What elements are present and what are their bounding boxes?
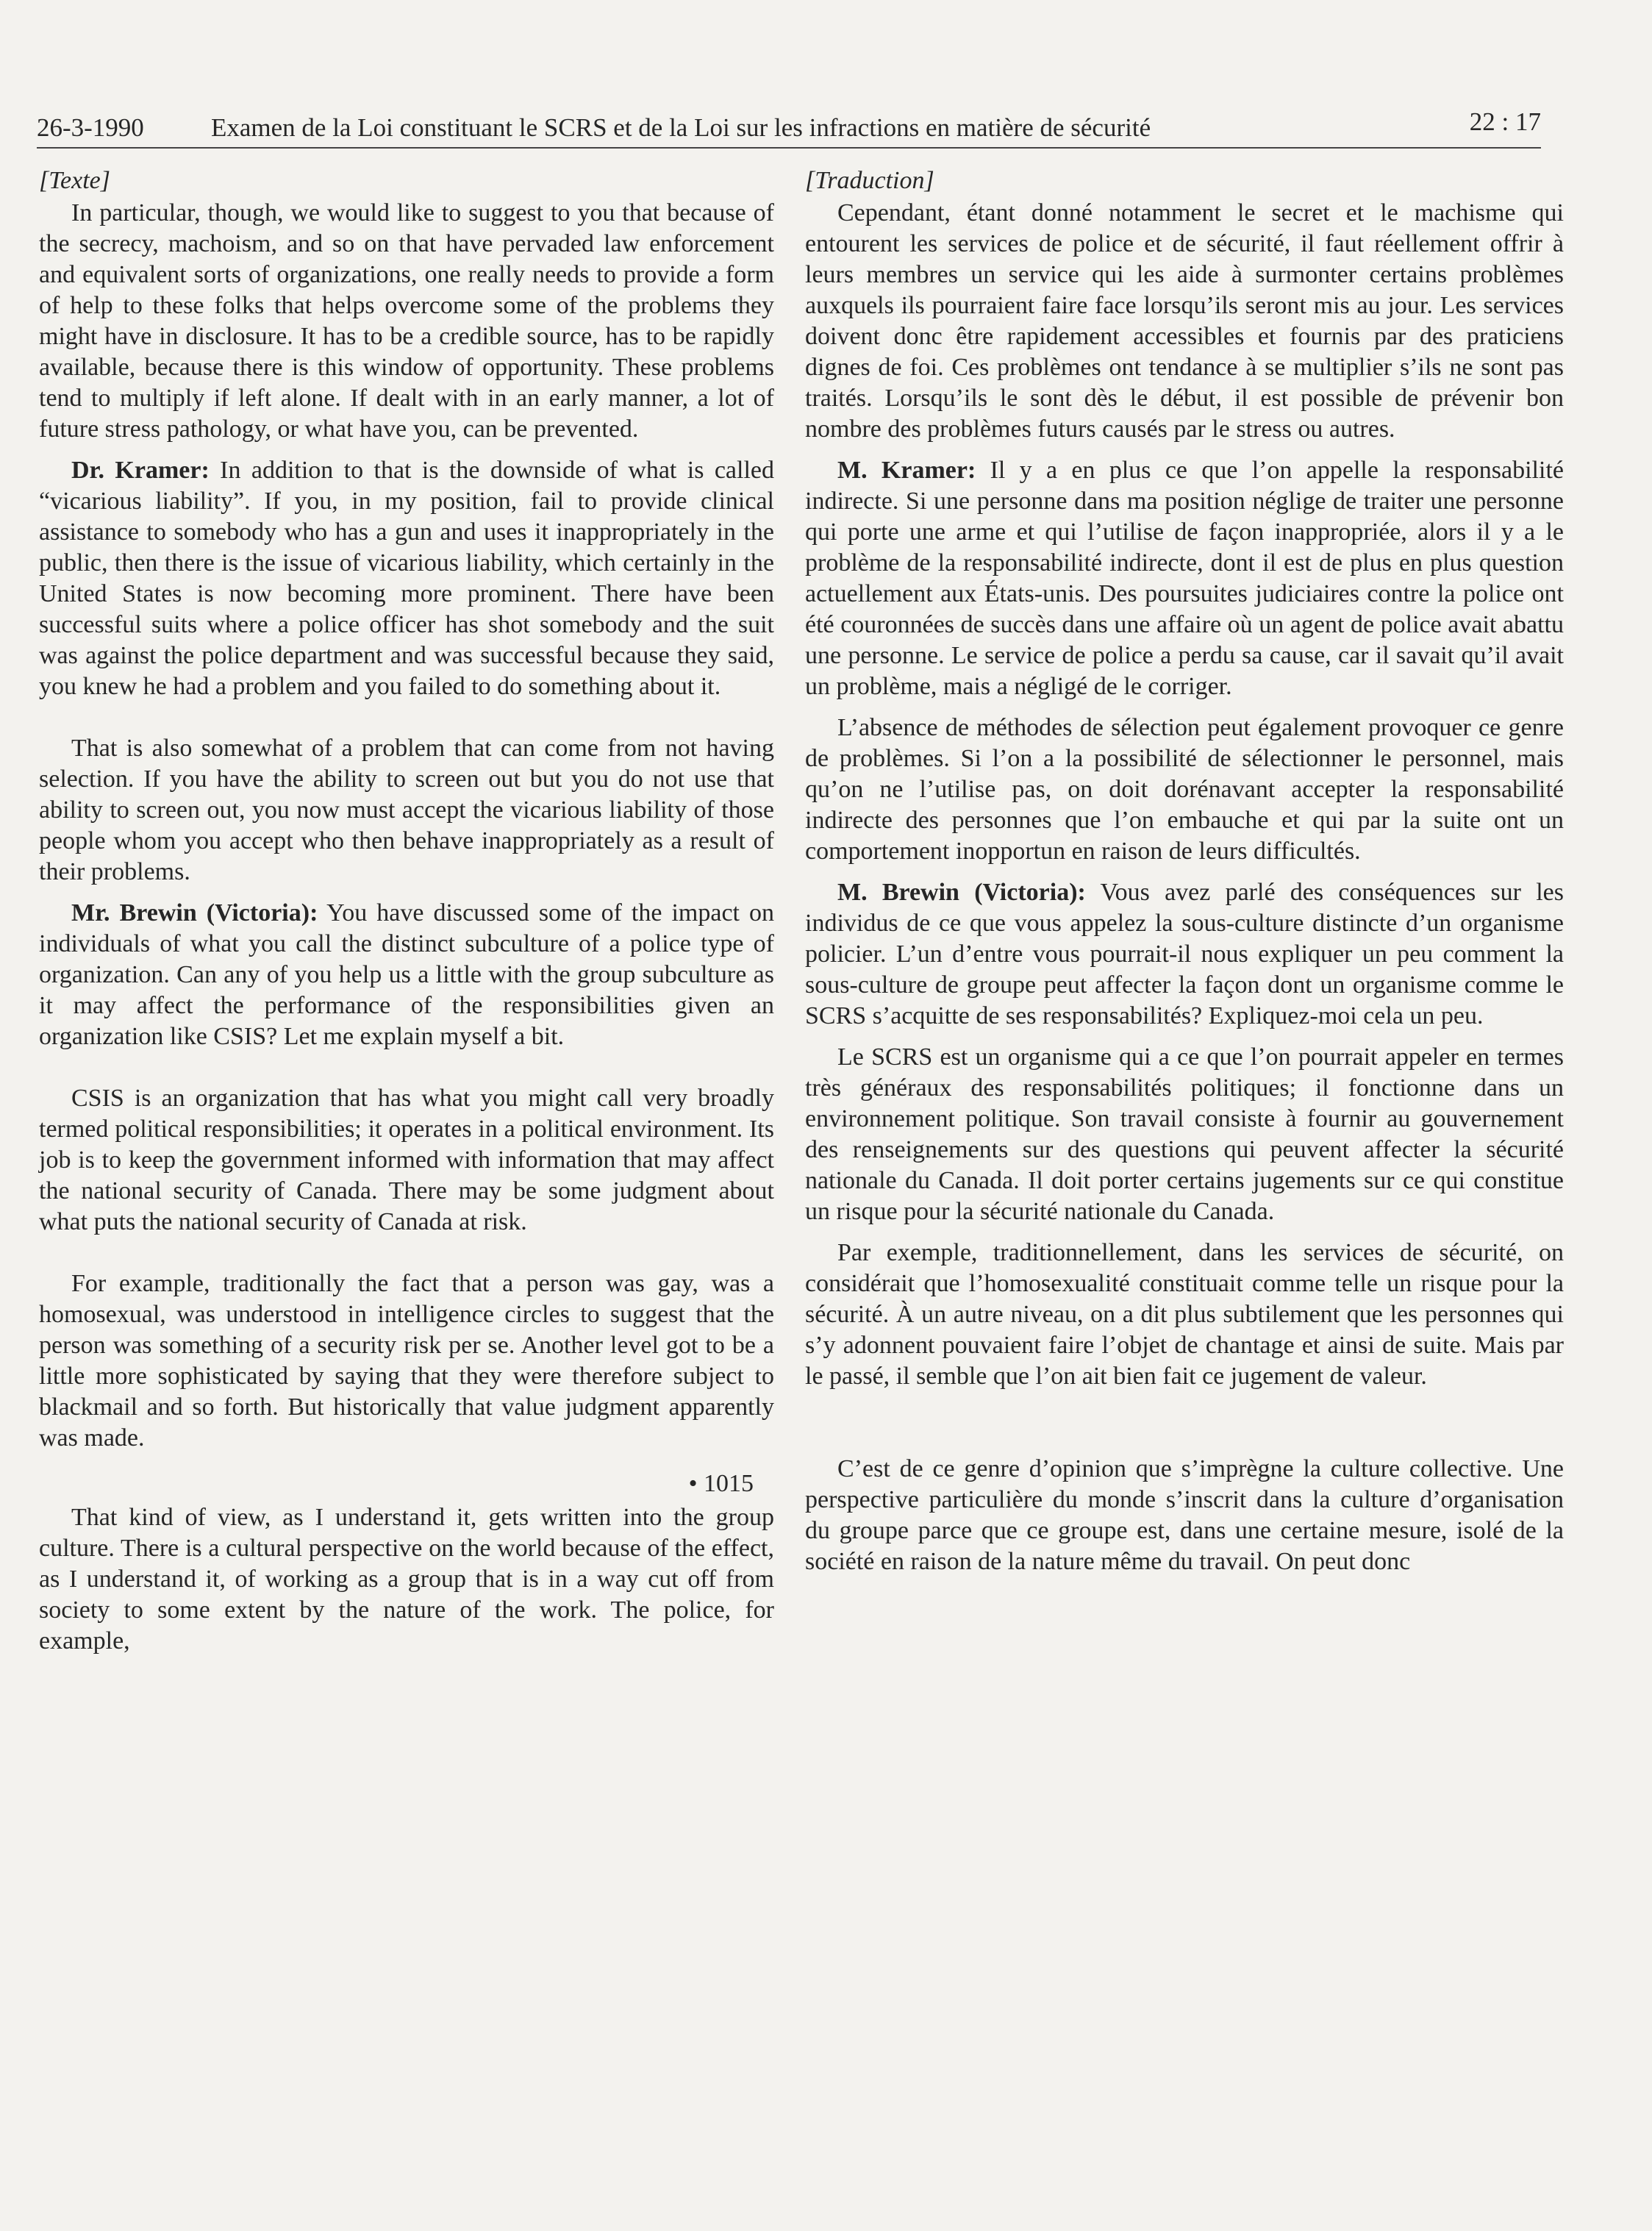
speaker-paragraph [805, 877, 1564, 1032]
speaker-text: In addition to that is the downside of what is called “vicarious liability”. If you, in my position, fail to provide clinical assistance to somebody who has a gun and uses it inappropriately in the public, then there is the issue of vicarious liability, which certainly in the United States is now becoming more prominent. There have been successful suits where a police officer has shot somebody and the suit was against the police department and was successful because they said, you knew he had a problem and you failed to do something about it. [39, 457, 774, 700]
paragraph: That kind of view, as I understand it, gets written into the group culture. There is a cultural perspective on the world because of the effect, as I understand it, of working as a group that is in a way cut off from society to some extent by the nature of the work. The police, for example, [39, 1504, 774, 1654]
paragraph: That is also somewhat of a problem that can come from not having selection. If you have the ability to screen out but you do not use that ability to screen out, you now must accept the vicarious liability of those people whom you accept who then behave inappropriately as a result of their problems. [39, 735, 774, 885]
speaker-text: Vous avez parlé des conséquences sur les individus de ce que vous appelez la sous-culture distincte d’un organisme policier. L’un d’entre vous pourrait-il nous expliquer un peu comment la sous-culture de groupe peut affecter la façon dont un organisme comme le SCRS s’acquitte de ses responsabilités? Expliquez-moi cela un peu. [805, 879, 1564, 1029]
speaker-text: You have discussed some of the impact on individuals of what you call the distinct subculture of a police type of organization. Can any of you help us a little with the group subculture as it may affect the performance of the responsibilities given an organization like CSIS? Let me explain myself a bit. [39, 899, 774, 1050]
paragraph: In particular, though, we would like to suggest to you that because of the secrecy, machoism, and so on that have pervaded law enforcement and equivalent sorts of organizations, one really needs to provide a form of help to these folks that helps overcome some of the problems they might have in disclosure. It has to be a credible source, has to be rapidly available, because there is this window of opportunity. These problems tend to multiply if left alone. If dealt with in an early manner, a lot of future stress pathology, or what have you, can be prevented. [39, 199, 774, 443]
speaker-name: M. Kramer: [837, 457, 976, 484]
page-header [37, 100, 1541, 149]
translation-marker: [Traduction] [805, 167, 934, 194]
paragraph: For example, traditionally the fact that a person was gay, was a homosexual, was understood in intelligence circles to suggest that the person was something of a security risk per se. Another level got to be a little more sophisticated by saying that they were therefore subject to blackmail and so forth. But historically that value judgment apparently was made. [39, 1270, 774, 1452]
speaker-name: Dr. Kramer: [71, 457, 210, 484]
paragraph: Cependant, étant donné notamment le secret et le machisme qui entourent les services de police et de sécurité, il faut réellement offrir à leurs membres un service qui les aide à surmonter certains problèmes auxquels ils pourraient faire face lorsqu’ils seront mis au jour. Les services doivent donc être rapidement accessibles et fournis par des praticiens dignes de foi. Ces problèmes ont tendance à se multiplier s’ils ne sont pas traités. Lorsqu’ils le sont dès le début, il est possible de prévenir bon nombre des problèmes futurs causés par le stress ou autres. [805, 199, 1564, 443]
paragraph: CSIS is an organization that has what you might call very broadly termed political responsibilities; it operates in a political environment. Its job is to keep the government informed with information that may affect the national security of Canada. There may be some judgment about what puts the national security of Canada at risk. [39, 1085, 774, 1235]
english-column [39, 165, 774, 1657]
speaker-name: Mr. Brewin (Victoria): [71, 899, 318, 927]
speaker-paragraph [39, 455, 774, 702]
french-column [805, 165, 1564, 1577]
speaker-text: Il y a en plus ce que l’on appelle la responsabilité indirecte. Si une personne dans ma position néglige de traiter une personne qui porte une arme et qui l’utilise de façon inappropriée, alors il y a le problème de la responsabilité indirecte, dont il est de plus en plus question actuellement aux États-unis. Des poursuites judiciaires contre la police ont été couronnées de succès dans une affaire où un agent de police avait abattu une personne. Le service de police a perdu sa cause, car il savait qu’il avait un problème, mais a négligé de le corriger. [805, 457, 1564, 700]
text-marker: [Texte] [39, 167, 110, 194]
paragraph: L’absence de méthodes de sélection peut également provoquer ce genre de problèmes. Si l’on a la possibilité de sélectionner le personnel, mais qu’on ne l’utilise pas, on doit dorénavant accepter la responsabilité indirecte des personnes que l’on embauche et qui par la suite ont un comportement inopportun en raison de leurs difficultés. [805, 714, 1564, 865]
speaker-paragraph [805, 455, 1564, 702]
page-number: 22 : 17 [1469, 107, 1541, 136]
speaker-paragraph [39, 898, 774, 1052]
header-title: Examen de la Loi constituant le SCRS et de la Loi sur les infractions en matière de sécurité [211, 113, 1151, 142]
speaker-name: M. Brewin (Victoria): [837, 879, 1086, 906]
paragraph: C’est de ce genre d’opinion que s’imprègne la culture collective. Une perspective particulière du monde s’inscrit dans la culture d’organisation du groupe parce que ce groupe est, dans une certaine mesure, isolé de la société en raison de la nature même du travail. On peut donc [805, 1455, 1564, 1575]
header-date: 26-3-1990 [37, 113, 144, 142]
paragraph: Par exemple, traditionnellement, dans les services de sécurité, on considérait que l’homosexualité constituait comme telle un risque pour la sécurité. À un autre niveau, on a dit plus subtilement que les personnes qui s’y adonnent pouvaient faire l’objet de chantage et ainsi de suite. Mais par le passé, il semble que l’on ait bien fait ce jugement de valeur. [805, 1239, 1564, 1390]
paragraph: Le SCRS est un organisme qui a ce que l’on pourrait appeler en termes très généraux des responsabilités politiques; il fonctionne dans un environnement politique. Son travail consiste à fournir au gouvernement des renseignements sur des questions qui peuvent affecter la sécurité nationale du Canada. Il doit porter certains jugements sur ce qui constitue un risque pour la sécurité nationale du Canada. [805, 1043, 1564, 1225]
time-marker: • 1015 [688, 1470, 754, 1497]
